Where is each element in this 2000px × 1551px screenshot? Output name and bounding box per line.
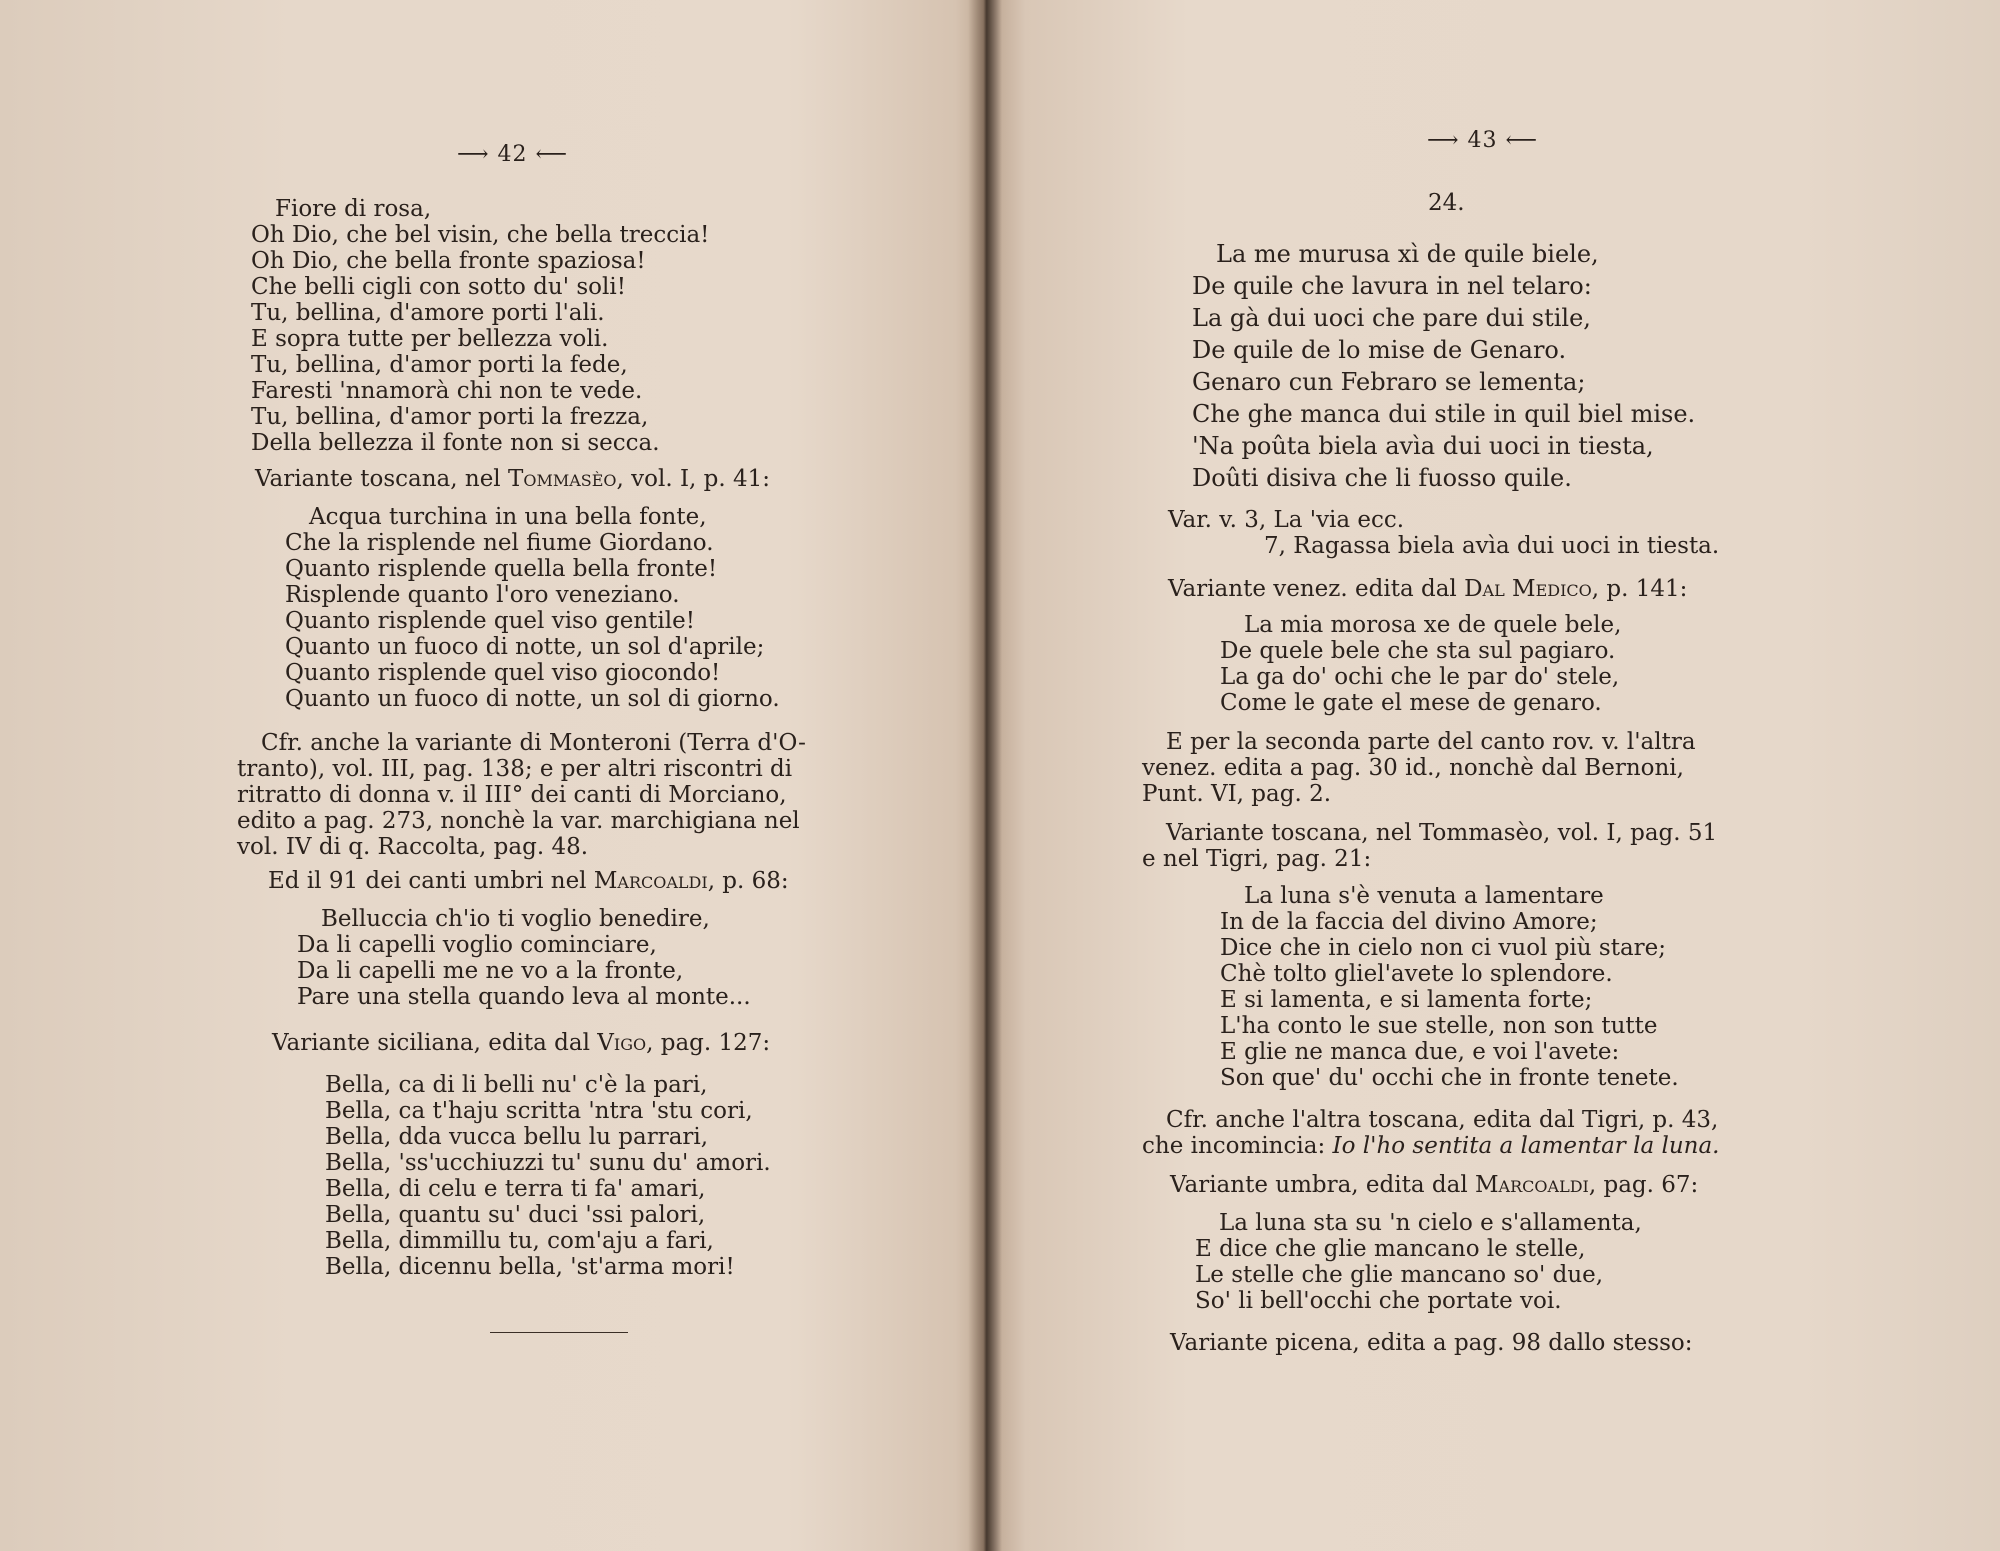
verse-line: Son que' du' occhi che in fronte tenete. — [1220, 1065, 1679, 1091]
verse-line: E glie ne manca due, e voi l'avete: — [1220, 1039, 1620, 1065]
verse-line: Oh Dio, che bel visin, che bella treccia! — [251, 222, 710, 248]
verse-line: Che belli cigli con sotto du' soli! — [251, 274, 626, 300]
poem-bella-siciliana — [325, 1072, 771, 1280]
note-line: venez. edita a pag. 30 id., nonchè dal Bernoni, — [1142, 755, 1684, 781]
note-line: Var. v. 3, La 'via ecc. — [1168, 507, 1405, 533]
note-seconda-parte — [1142, 729, 1754, 807]
author-name: Tommasèo — [507, 466, 617, 492]
verse-line: Faresti 'nnamorà chi non te vede. — [251, 378, 643, 404]
note-text: Variante venez. edita dal — [1168, 576, 1465, 602]
note-text: , vol. I, p. 41: — [616, 466, 771, 492]
end-rule — [490, 1332, 628, 1333]
note-text: che incomincia: — [1142, 1133, 1333, 1159]
verse-line: Oh Dio, che bella fronte spaziosa! — [251, 248, 646, 274]
verse-line: So' li bell'occhi che portate voi. — [1195, 1288, 1562, 1314]
note-variante-venez — [1168, 576, 1687, 602]
poem-la-me-murusa — [1192, 238, 1695, 494]
verse-line: Acqua turchina in una bella fonte, — [309, 504, 707, 530]
note-line: 7, Ragassa biela avìa dui uoci in tiesta. — [1264, 533, 1720, 559]
author-name: Vigo — [597, 1030, 647, 1056]
poem-la-luna-umbra — [1195, 1210, 1642, 1314]
note-line: Punt. VI, pag. 2. — [1142, 781, 1332, 807]
verse-line: 'Na poûta biela avìa dui uoci in tiesta, — [1192, 432, 1654, 460]
verse-line: De quile de lo mise de Genaro. — [1192, 336, 1567, 364]
verse-line: E dice che glie mancano le stelle, — [1195, 1236, 1586, 1262]
note-line: Cfr. anche la variante di Monteroni (Terra d'O- — [261, 730, 806, 756]
song-number: 24. — [1428, 190, 1465, 216]
note-cfr-tigri — [1142, 1107, 1754, 1159]
verse-line: Dice che in cielo non ci vuol più stare; — [1220, 935, 1667, 961]
note-text: Variante toscana, nel — [255, 466, 508, 492]
verse-line: Bella, ca t'haju scritta 'ntra 'stu cori, — [325, 1098, 753, 1124]
verse-line: Quanto risplende quella bella fronte! — [285, 556, 718, 582]
note-text: Variante siciliana, edita dal — [272, 1030, 598, 1056]
note-line: edito a pag. 273, nonchè la var. marchigiana nel — [237, 808, 800, 834]
note-variante-umbra — [1170, 1172, 1698, 1198]
note-variante-toscana-right — [1142, 820, 1754, 872]
verse-line: Che ghe manca dui stile in quil biel mise. — [1192, 400, 1696, 428]
poem-la-luna — [1220, 883, 1679, 1091]
verse-line: Quanto risplende quel viso giocondo! — [285, 660, 721, 686]
author-name: Dal Medico — [1464, 576, 1592, 602]
verse-line: Doûti disiva che li fuosso quile. — [1192, 464, 1572, 492]
verse-line: Belluccia ch'io ti voglio benedire, — [321, 906, 710, 932]
verse-line: Pare una stella quando leva al monte... — [297, 984, 751, 1010]
verse-line: Quanto un fuoco di notte, un sol d'aprile; — [285, 634, 765, 660]
verse-line: Tu, bellina, d'amor porti la frezza, — [251, 404, 649, 430]
poem-fiore-di-rosa — [251, 196, 710, 456]
verse-line: Come le gate el mese de genaro. — [1220, 690, 1602, 716]
page-number-right: ⟶ 43 ⟵ — [1426, 128, 1539, 153]
verse-line: Fiore di rosa, — [275, 196, 432, 222]
note-text: , pag. 127: — [646, 1030, 771, 1056]
verse-line: La mia morosa xe de quele bele, — [1244, 612, 1622, 638]
note-variante-toscana — [255, 466, 815, 492]
note-line: vol. IV di q. Raccolta, pag. 48. — [237, 834, 589, 860]
verse-line: Da li capelli voglio cominciare, — [297, 932, 657, 958]
incipit-italic: Io l'ho sentita a lamentar la luna. — [1332, 1133, 1720, 1159]
verse-line: Che la risplende nel fiume Giordano. — [285, 530, 714, 556]
verse-line: Della bellezza il fonte non si secca. — [251, 430, 660, 456]
author-name: Marcoaldi — [1475, 1172, 1589, 1198]
verse-line: Le stelle che glie mancano so' due, — [1195, 1262, 1604, 1288]
note-text: , p. 68: — [707, 868, 789, 894]
verse-line: Tu, bellina, d'amore porti l'ali. — [251, 300, 605, 326]
verse-line: Bella, ca di li belli nu' c'è la pari, — [325, 1072, 708, 1098]
note-text: , pag. 67: — [1588, 1172, 1699, 1198]
note-line: E per la seconda parte del canto rov. v. l'altra — [1166, 729, 1696, 755]
page-number-left: ⟶ 42 ⟵ — [456, 142, 569, 167]
poem-la-mia-morosa — [1220, 612, 1621, 716]
author-name: Marcoaldi — [593, 868, 708, 894]
verse-line: La luna s'è venuta a lamentare — [1244, 883, 1604, 909]
note-cfr-monteroni — [237, 730, 847, 860]
note-line: e nel Tigri, pag. 21: — [1142, 846, 1372, 872]
verse-line: Bella, dda vucca bellu lu parrari, — [325, 1124, 709, 1150]
note-text: , p. 141: — [1591, 576, 1688, 602]
verse-line: Bella, dimmillu tu, com'aju a fari, — [325, 1228, 714, 1254]
note-text: Variante umbra, edita dal — [1170, 1172, 1475, 1198]
book-gutter — [968, 0, 1002, 1551]
verse-line: Chè tolto gliel'avete lo splendore. — [1220, 961, 1613, 987]
verse-line: E sopra tutte per bellezza voli. — [251, 326, 609, 352]
note-text: Ed il 91 dei canti umbri nel — [268, 868, 594, 894]
verse-line: La ga do' ochi che le par do' stele, — [1220, 664, 1620, 690]
verse-line: Risplende quanto l'oro veneziano. — [285, 582, 680, 608]
verse-line: Bella, 'ss'ucchiuzzi tu' sunu du' amori. — [325, 1150, 771, 1176]
note-variante-picena: Variante picena, edita a pag. 98 dallo stesso: — [1170, 1330, 1693, 1356]
verse-line: Bella, di celu e terra ti fa' amari, — [325, 1176, 706, 1202]
verse-line: Genaro cun Febraro se lementa; — [1192, 368, 1586, 396]
verse-line: La luna sta su 'n cielo e s'allamenta, — [1219, 1210, 1642, 1236]
verse-line: Bella, quantu su' duci 'ssi palori, — [325, 1202, 706, 1228]
note-line: Cfr. anche l'altra toscana, edita dal Tigri, p. 43, — [1166, 1107, 1719, 1133]
note-line: tranto), vol. III, pag. 138; e per altri riscontri di — [237, 756, 793, 782]
note-variante-siciliana — [272, 1030, 832, 1056]
verse-line: Tu, bellina, d'amor porti la fede, — [251, 352, 628, 378]
verse-line: De quele bele che sta sul pagiaro. — [1220, 638, 1616, 664]
verse-line: E si lamenta, e si lamenta forte; — [1220, 987, 1593, 1013]
verse-line: De quile che lavura in nel telaro: — [1192, 272, 1592, 300]
verse-line: La me murusa xì de quile biele, — [1216, 240, 1599, 268]
poem-belluccia — [297, 906, 751, 1010]
verse-line: Quanto risplende quel viso gentile! — [285, 608, 695, 634]
note-line: ritratto di donna v. il III° dei canti di Morciano, — [237, 782, 787, 808]
verse-line: La gà dui uoci che pare dui stile, — [1192, 304, 1591, 332]
poem-acqua-turchina — [285, 504, 780, 712]
verse-line: Quanto un fuoco di notte, un sol di giorno. — [285, 686, 780, 712]
verse-line: Bella, dicennu bella, 'st'arma mori! — [325, 1254, 735, 1280]
note-canti-umbri — [268, 868, 848, 894]
verse-line: Da li capelli me ne vo a la fronte, — [297, 958, 684, 984]
verse-line: In de la faccia del divino Amore; — [1220, 909, 1598, 935]
note-var — [1168, 507, 1719, 559]
verse-line: L'ha conto le sue stelle, non son tutte — [1220, 1013, 1658, 1039]
note-line: Variante toscana, nel Tommasèo, vol. I, pag. 51 — [1166, 820, 1718, 846]
